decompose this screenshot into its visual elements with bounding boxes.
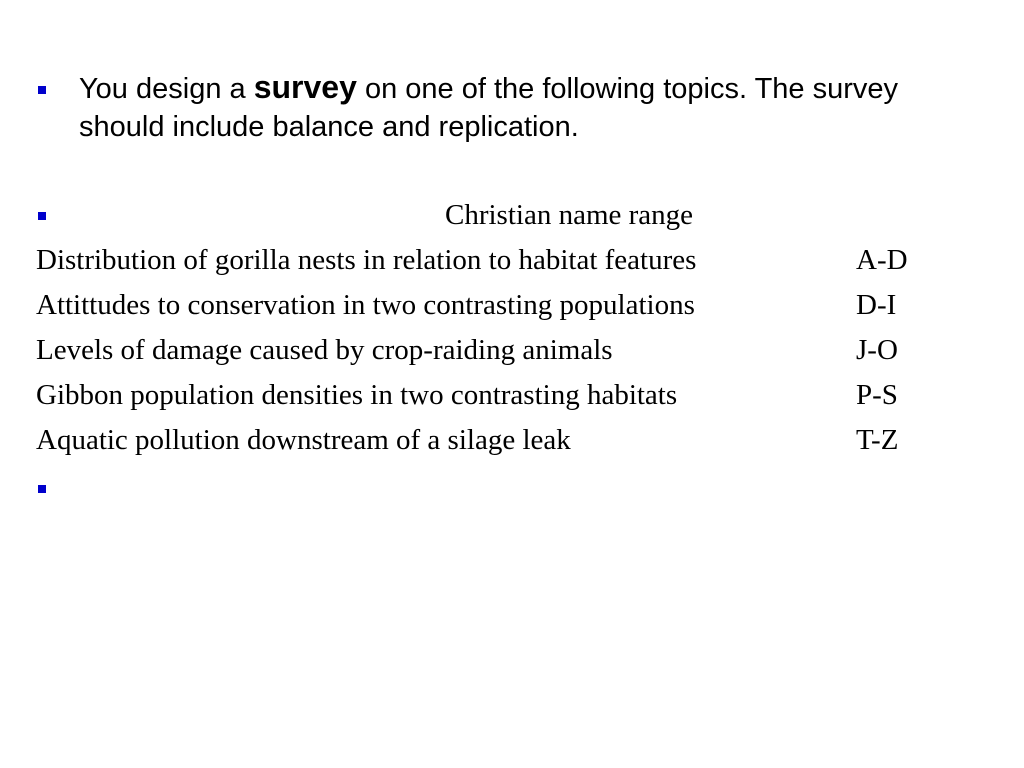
topic-row [36,332,996,372]
topic-name-range: D-I [856,289,897,321]
bullet-square-icon [38,86,46,94]
topic-name-range: T-Z [856,424,899,456]
intro-text-before: You design a [79,73,254,105]
topic-name-range: J-O [856,334,898,366]
range-column-header: Christian name range [445,199,694,231]
topic-name: Attittudes to conservation in two contrasting populations [36,289,695,321]
topic-name: Distribution of gorilla nests in relation to habitat features [36,244,697,276]
bullet-square-icon [38,485,46,493]
topic-name: Aquatic pollution downstream of a silage leak [36,424,571,456]
intro-text-after: on one of the following topics. The survey should include balance and replication. [79,73,899,143]
topic-row [36,422,996,462]
intro-paragraph [79,68,979,146]
topic-name: Gibbon population densities in two contrasting habitats [36,379,678,411]
topic-row [36,242,996,282]
bullet-square-icon [38,212,46,220]
topic-row [36,377,996,417]
topic-name-range: P-S [856,379,898,411]
topic-name-range: A-D [856,244,908,276]
topic-name: Levels of damage caused by crop-raiding animals [36,334,613,366]
topic-row [36,287,996,327]
intro-emphasis: survey [253,69,357,105]
